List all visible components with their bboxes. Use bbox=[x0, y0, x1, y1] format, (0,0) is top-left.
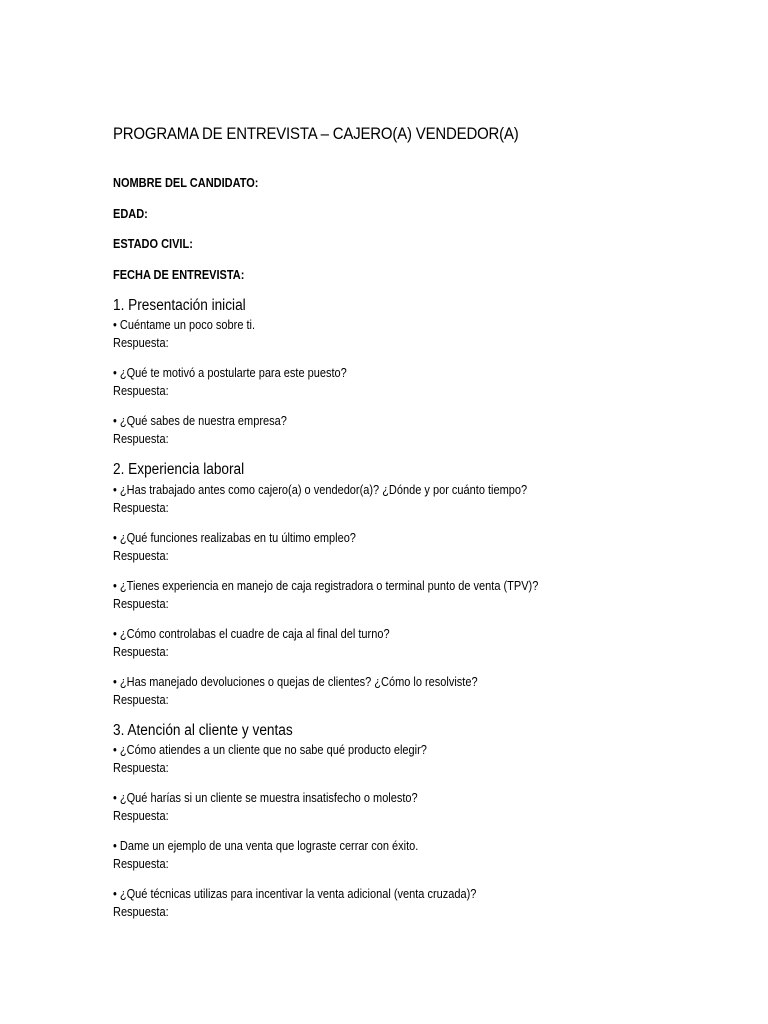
question-item bbox=[113, 742, 768, 777]
question-text: • ¿Has manejado devoluciones o quejas de clientes? ¿Cómo lo resolviste? bbox=[113, 675, 478, 689]
answer-label: Respuesta: bbox=[113, 548, 169, 563]
field-interview-date: FECHA DE ENTREVISTA: bbox=[113, 268, 245, 282]
document-title: PROGRAMA DE ENTREVISTA – CAJERO(A) VENDEDOR(A) bbox=[113, 124, 519, 143]
answer-label: Respuesta: bbox=[113, 692, 169, 707]
question-item bbox=[113, 482, 768, 517]
section-heading-customer-service: 3. Atención al cliente y ventas bbox=[113, 722, 293, 739]
question-text: • Cuéntame un poco sobre ti. bbox=[113, 318, 256, 332]
question-text: • ¿Qué sabes de nuestra empresa? bbox=[113, 414, 287, 428]
question-item bbox=[113, 626, 768, 661]
field-age: EDAD: bbox=[113, 207, 148, 221]
field-marital-status: ESTADO CIVIL: bbox=[113, 237, 193, 251]
answer-label: Respuesta: bbox=[113, 644, 169, 659]
question-item bbox=[113, 790, 768, 825]
question-text: • ¿Cómo controlabas el cuadre de caja al final del turno? bbox=[113, 627, 390, 641]
question-item bbox=[113, 838, 768, 873]
question-item bbox=[113, 530, 768, 565]
answer-label: Respuesta: bbox=[113, 808, 169, 823]
question-item bbox=[113, 886, 768, 921]
question-text: • ¿Qué técnicas utilizas para incentivar la venta adicional (venta cruzada)? bbox=[113, 887, 477, 901]
answer-label: Respuesta: bbox=[113, 335, 169, 350]
answer-label: Respuesta: bbox=[113, 856, 169, 871]
question-text: • ¿Cómo atiendes a un cliente que no sabe qué producto elegir? bbox=[113, 743, 427, 757]
question-text: • ¿Qué funciones realizabas en tu último empleo? bbox=[113, 531, 356, 545]
question-text: • ¿Qué harías si un cliente se muestra insatisfecho o molesto? bbox=[113, 791, 418, 805]
question-text: • ¿Qué te motivó a postularte para este puesto? bbox=[113, 366, 347, 380]
answer-label: Respuesta: bbox=[113, 500, 169, 515]
answer-label: Respuesta: bbox=[113, 904, 169, 919]
question-item bbox=[113, 674, 768, 709]
answer-label: Respuesta: bbox=[113, 431, 169, 446]
question-item bbox=[113, 413, 768, 448]
question-item bbox=[113, 578, 768, 613]
question-item bbox=[113, 365, 768, 400]
answer-label: Respuesta: bbox=[113, 383, 169, 398]
question-text: • Dame un ejemplo de una venta que lograste cerrar con éxito. bbox=[113, 839, 419, 853]
answer-label: Respuesta: bbox=[113, 596, 169, 611]
question-text: • ¿Has trabajado antes como cajero(a) o vendedor(a)? ¿Dónde y por cuánto tiempo? bbox=[113, 483, 528, 497]
section-heading-work-experience: 2. Experiencia laboral bbox=[113, 461, 245, 478]
section-heading-presentation: 1. Presentación inicial bbox=[113, 297, 246, 314]
field-candidate-name: NOMBRE DEL CANDIDATO: bbox=[113, 176, 259, 190]
answer-label: Respuesta: bbox=[113, 760, 169, 775]
question-item bbox=[113, 317, 768, 352]
question-text: • ¿Tienes experiencia en manejo de caja registradora o terminal punto de venta (TPV)? bbox=[113, 579, 539, 593]
